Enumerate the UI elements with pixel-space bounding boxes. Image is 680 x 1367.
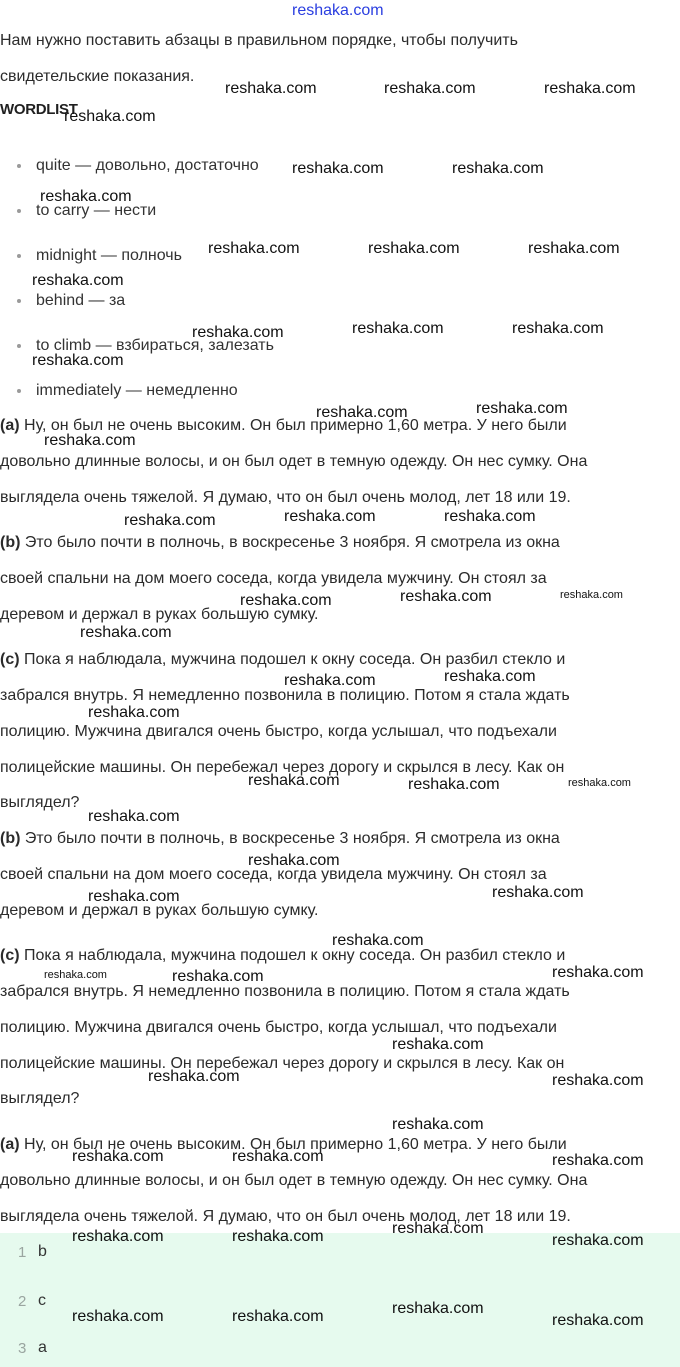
- watermark: reshaka.com: [88, 808, 180, 825]
- watermark: reshaka.com: [392, 1036, 484, 1053]
- answer-number: 1: [18, 1244, 27, 1261]
- watermark: reshaka.com: [392, 1300, 484, 1317]
- intro-line-2: свидетельские показания.: [0, 68, 195, 85]
- watermark: reshaka.com: [552, 1152, 644, 1169]
- watermark: reshaka.com: [512, 320, 604, 337]
- watermark: reshaka.com: [232, 1308, 324, 1325]
- watermark: reshaka.com: [172, 968, 264, 985]
- paragraph-c-line-4: полицейские машины. Он перебежал через дорогу и скрылся в лесу. Как он: [0, 759, 565, 776]
- intro-line-1: Нам нужно поставить абзацы в правильном порядке, чтобы получить: [0, 32, 518, 49]
- wordlist-item: immediately — немедленно: [36, 382, 238, 399]
- watermark: reshaka.com: [192, 324, 284, 341]
- paragraph-a-line-3: выглядела очень тяжелой. Я думаю, что он был очень молод, лет 18 или 19.: [0, 489, 571, 506]
- watermark: reshaka.com: [80, 624, 172, 641]
- watermark: reshaka.com: [316, 404, 408, 421]
- bullet-dot: [17, 164, 21, 168]
- answer-value: b: [38, 1243, 47, 1260]
- bullet-dot: [17, 344, 21, 348]
- watermark: reshaka.com: [560, 589, 623, 601]
- ordered-b-line-1: (b) Это было почти в полночь, в воскресенье 3 ноября. Я смотрела из окна: [0, 830, 560, 847]
- watermark: reshaka.com: [232, 1228, 324, 1245]
- watermark: reshaka.com: [124, 512, 216, 529]
- watermark: reshaka.com: [444, 508, 536, 525]
- watermark: reshaka.com: [240, 592, 332, 609]
- bullet-dot: [17, 299, 21, 303]
- watermark: reshaka.com: [552, 964, 644, 981]
- watermark: reshaka.com: [552, 1312, 644, 1329]
- watermark: reshaka.com: [352, 320, 444, 337]
- paragraph-c-line-3: полицию. Мужчина двигался очень быстро, когда услышал, что подъехали: [0, 723, 557, 740]
- wordlist-item: to carry — нести: [36, 202, 157, 219]
- ordered-a-line-2: довольно длинные волосы, и он был одет в темную одежду. Он нес сумку. Она: [0, 1172, 588, 1189]
- answer-value: c: [38, 1292, 46, 1309]
- bullet-dot: [17, 209, 21, 213]
- watermark: reshaka.com: [392, 1220, 484, 1237]
- watermark: reshaka.com: [444, 668, 536, 685]
- watermark: reshaka.com: [72, 1148, 164, 1165]
- bullet-dot: [17, 389, 21, 393]
- paragraph-b-line-2: своей спальни на дом моего соседа, когда увидела мужчину. Он стоял за: [0, 570, 547, 587]
- wordlist-item: behind — за: [36, 292, 126, 309]
- watermark: reshaka.com: [368, 240, 460, 257]
- watermark: reshaka.com: [44, 969, 107, 981]
- paragraph-b-line-3: деревом и держал в руках большую сумку.: [0, 606, 319, 623]
- site-watermark-top: reshaka.com: [292, 2, 384, 19]
- watermark: reshaka.com: [400, 588, 492, 605]
- ordered-c-line-1: (c) Пока я наблюдала, мужчина подошел к окну соседа. Он разбил стекло и: [0, 947, 566, 964]
- wordlist-title: WORDLIST: [0, 101, 78, 118]
- watermark: reshaka.com: [88, 888, 180, 905]
- watermark: reshaka.com: [476, 400, 568, 417]
- watermark: reshaka.com: [64, 108, 156, 125]
- watermark: reshaka.com: [208, 240, 300, 257]
- watermark: reshaka.com: [392, 1116, 484, 1133]
- watermark: reshaka.com: [32, 272, 124, 289]
- ordered-b-line-3: деревом и держал в руках большую сумку.: [0, 902, 319, 919]
- paragraph-c-line-1: (c) Пока я наблюдала, мужчина подошел к окну соседа. Он разбил стекло и: [0, 651, 566, 668]
- ordered-c-line-3: полицию. Мужчина двигался очень быстро, когда услышал, что подъехали: [0, 1019, 557, 1036]
- paragraph-b-line-1: (b) Это было почти в полночь, в воскресенье 3 ноября. Я смотрела из окна: [0, 534, 560, 551]
- paragraph-a-line-1: (a) Ну, он был не очень высоким. Он был примерно 1,60 метра. У него были: [0, 417, 567, 434]
- answer-number: 2: [18, 1293, 27, 1310]
- watermark: reshaka.com: [32, 352, 124, 369]
- watermark: reshaka.com: [284, 508, 376, 525]
- watermark: reshaka.com: [552, 1232, 644, 1249]
- watermark: reshaka.com: [248, 852, 340, 869]
- answer-block: [0, 1233, 680, 1367]
- ordered-a-line-1: (a) Ну, он был не очень высоким. Он был примерно 1,60 метра. У него были: [0, 1136, 567, 1153]
- watermark: reshaka.com: [568, 777, 631, 789]
- ordered-a-line-3: выглядела очень тяжелой. Я думаю, что он был очень молод, лет 18 или 19.: [0, 1208, 571, 1225]
- watermark: reshaka.com: [72, 1228, 164, 1245]
- watermark: reshaka.com: [292, 160, 384, 177]
- wordlist-item: midnight — полночь: [36, 247, 182, 264]
- watermark: reshaka.com: [44, 432, 136, 449]
- watermark: reshaka.com: [148, 1068, 240, 1085]
- watermark: reshaka.com: [452, 160, 544, 177]
- watermark: reshaka.com: [225, 80, 317, 97]
- watermark: reshaka.com: [248, 772, 340, 789]
- ordered-c-line-5: выглядел?: [0, 1090, 80, 1107]
- wordlist-item: to climb — взбираться, залезать: [36, 337, 274, 354]
- bullet-dot: [17, 254, 21, 258]
- watermark: reshaka.com: [544, 80, 636, 97]
- watermark: reshaka.com: [492, 884, 584, 901]
- ordered-c-line-4: полицейские машины. Он перебежал через дорогу и скрылся в лесу. Как он: [0, 1055, 565, 1072]
- watermark: reshaka.com: [384, 80, 476, 97]
- watermark: reshaka.com: [232, 1148, 324, 1165]
- watermark: reshaka.com: [528, 240, 620, 257]
- watermark: reshaka.com: [88, 704, 180, 721]
- wordlist-item: quite — довольно, достаточно: [36, 157, 259, 174]
- answer-number: 3: [18, 1340, 27, 1357]
- ordered-c-line-2: забрался внутрь. Я немедленно позвонила в полицию. Потом я стала ждать: [0, 983, 570, 1000]
- watermark: reshaka.com: [332, 932, 424, 949]
- watermark: reshaka.com: [408, 776, 500, 793]
- watermark: reshaka.com: [284, 672, 376, 689]
- watermark: reshaka.com: [40, 188, 132, 205]
- watermark: reshaka.com: [552, 1072, 644, 1089]
- paragraph-a-line-2: довольно длинные волосы, и он был одет в темную одежду. Он нес сумку. Она: [0, 453, 588, 470]
- ordered-b-line-2: своей спальни на дом моего соседа, когда увидела мужчину. Он стоял за: [0, 866, 547, 883]
- paragraph-c-line-5: выглядел?: [0, 794, 80, 811]
- watermark: reshaka.com: [72, 1308, 164, 1325]
- paragraph-c-line-2: забрался внутрь. Я немедленно позвонила в полицию. Потом я стала ждать: [0, 687, 570, 704]
- answer-value: a: [38, 1339, 47, 1356]
